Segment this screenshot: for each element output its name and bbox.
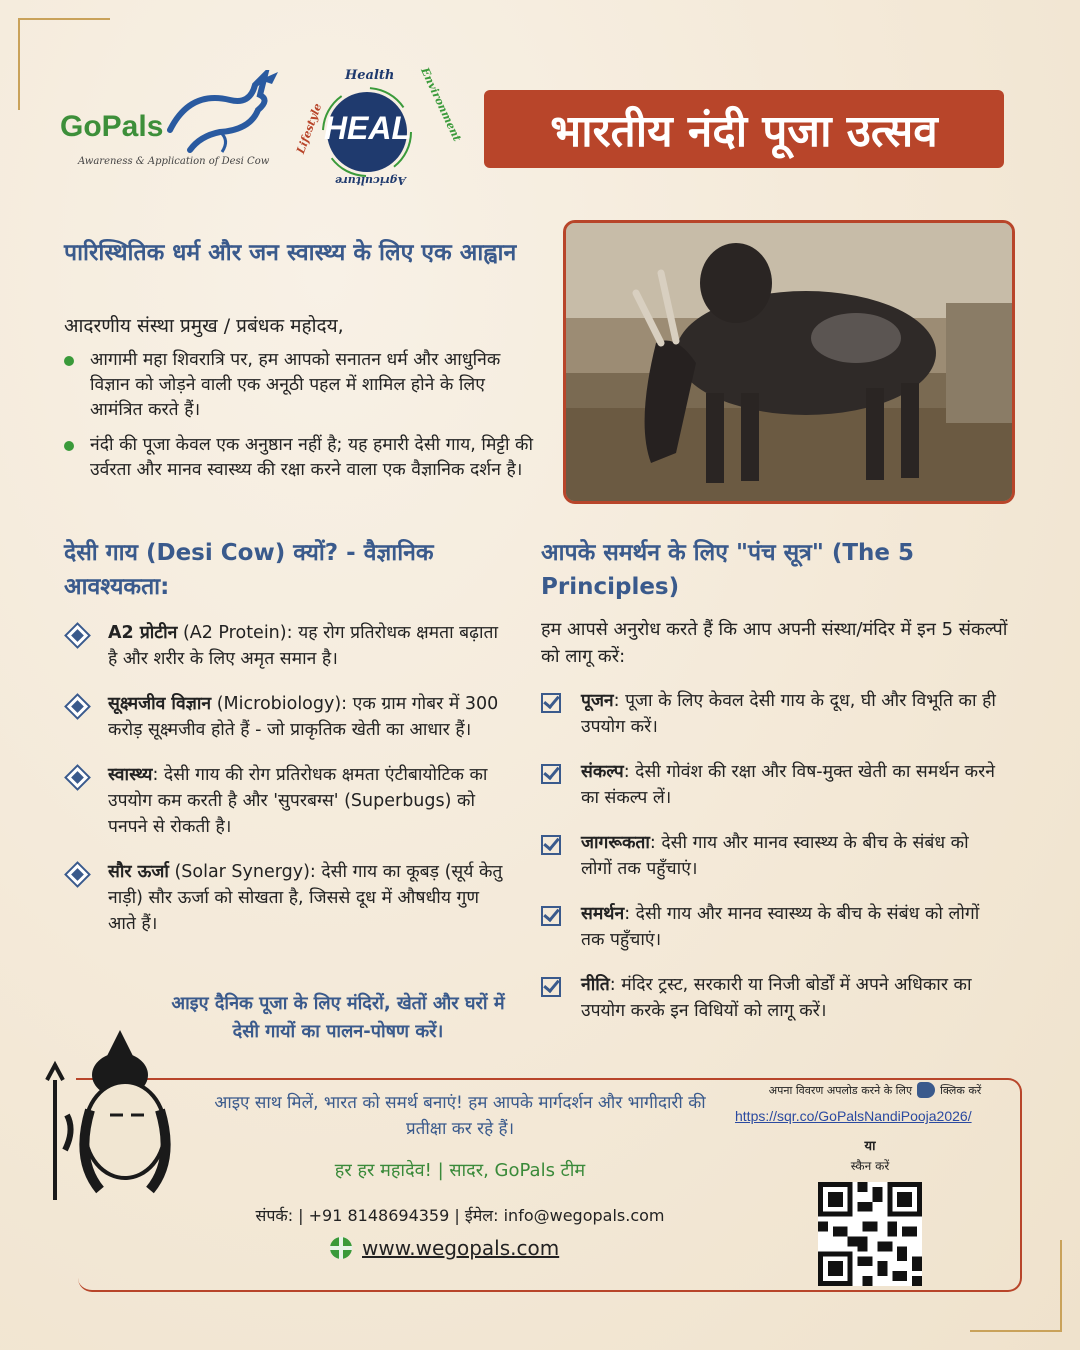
list-item: A2 प्रोटीन (A2 Protein): यह रोग प्रतिरोधक क्षमता बढ़ाता है और शरीर के लिए अमृत समान है। <box>64 620 504 672</box>
salutation: आदरणीय संस्था प्रमुख / प्रबंधक महोदय, <box>64 315 344 337</box>
bull-photo <box>563 220 1015 504</box>
gopals-brand-text: GoPals <box>60 110 164 143</box>
list-item: पूजन: पूजा के लिए केवल देसी गाय के दूध, घी और विभूति का ही उपयोग करें। <box>541 688 1001 740</box>
heal-ring-lifestyle: Lifestyle <box>294 101 325 156</box>
list-item: संकल्प: देसी गोवंश की रक्षा और विष-मुक्त खेती का समर्थन करने का संकल्प लें। <box>541 759 1001 811</box>
list-item: नंदी की पूजा केवल एक अनुष्ठान नहीं है; यह हमारी देसी गाय, मिट्टी की उर्वरता और मानव स्वास्थ्य की रक्षा करने वाला एक वैज्ञानिक दर्शन है। <box>64 433 534 483</box>
qr-code-icon[interactable] <box>818 1182 922 1286</box>
heal-ring-health: Health <box>345 68 395 83</box>
upload-note: अपना विवरण अपलोड करने के लिए क्लिक करें <box>768 1083 982 1097</box>
title-banner <box>484 90 1004 168</box>
scan-text: स्कैन करें <box>850 1159 890 1173</box>
heal-ring-agriculture: Agriculture <box>335 174 406 187</box>
cow-head-icon <box>160 70 280 160</box>
checkbox-icon <box>541 906 561 926</box>
list-item: जागरूकता: देसी गाय और मानव स्वास्थ्य के बीच के संबंध को लोगों तक पहुँचाएं। <box>541 830 1001 882</box>
gopals-tagline: Awareness & Application of Desi Cow <box>78 156 270 167</box>
list-item: सूक्ष्मजीव विज्ञान (Microbiology): एक ग्राम गोबर में 300 करोड़ सूक्ष्मजीव होते हैं - जो प्राकृतिक खेती का आधार हैं। <box>64 691 504 743</box>
checkbox-icon <box>541 693 561 713</box>
gopals-logo <box>60 70 280 180</box>
bullet-dot-icon <box>64 441 74 451</box>
diamond-bullet-icon <box>64 764 91 791</box>
heal-ring-environment: Environment <box>418 65 464 144</box>
upload-link[interactable]: https://sqr.co/GoPalsNandiPooja2026/ <box>735 1108 972 1124</box>
page-title: भारतीय नंदी पूजा उत्सव <box>550 106 938 157</box>
principles-heading: आपके समर्थन के लिए "पंच सूत्र" (The 5 Principles) <box>541 540 915 600</box>
heal-logo <box>294 65 464 195</box>
list-item: समर्थन: देसी गाय और मानव स्वास्थ्य के बीच के संबंध को लोगों तक पहुँचाएं। <box>541 901 1001 953</box>
checkbox-icon <box>541 835 561 855</box>
why-desi-cow-list <box>64 620 504 956</box>
bullet-dot-icon <box>64 356 74 366</box>
list-item: स्वास्थ्य: देसी गाय की रोग प्रतिरोधक क्षमता एंटीबायोटिक का उपयोग कम करती है और 'सुपरबग्स' (Superbugs) को पनपने से रोकती है। <box>64 762 504 840</box>
principles-intro: हम आपसे अनुरोध करते हैं कि आप अपनी संस्था/मंदिर में इन 5 संकल्पों को लागू करें: <box>541 619 1008 667</box>
heal-center-text: HEAL <box>323 110 412 146</box>
principles-list <box>541 688 1001 1043</box>
or-text: या <box>864 1139 876 1154</box>
website-link[interactable] <box>330 1236 559 1260</box>
call-to-action-text: आइए दैनिक पूजा के लिए मंदिरों, खेतों और घरों में देसी गायों का पालन-पोषण करें। <box>171 993 505 1042</box>
intro-heading: पारिस्थितिक धर्म और जन स्वास्थ्य के लिए एक आह्वान <box>64 240 517 266</box>
bull-image <box>566 223 1012 501</box>
why-desi-cow-heading: देसी गाय (Desi Cow) क्यों? - वैज्ञानिक आवश्यकता: <box>64 540 434 600</box>
globe-icon <box>330 1237 352 1259</box>
website-url[interactable]: www.wegopals.com <box>362 1236 560 1260</box>
shiva-illustration-icon <box>45 1020 195 1210</box>
diamond-bullet-icon <box>64 622 91 649</box>
checkbox-icon <box>541 764 561 784</box>
footer-contact: संपर्क: | +91 8148694359 | ईमेल: info@wegopals.com <box>255 1206 665 1225</box>
list-item: सौर ऊर्जा (Solar Synergy): देसी गाय का कूबड़ (सूर्य केतु नाड़ी) सौर ऊर्जा को सोखता है, जिससे दूध में औषधीय गुण आते हैं। <box>64 859 504 937</box>
footer-signoff: हर हर महादेव! | सादर, GoPals टीम <box>334 1160 586 1181</box>
diamond-bullet-icon <box>64 861 91 888</box>
list-item: आगामी महा शिवरात्रि पर, हम आपको सनातन धर्म और आधुनिक विज्ञान को जोड़ने वाली एक अनूठी पहल में शामिल होने के लिए आमंत्रित करते हैं। <box>64 348 534 423</box>
intro-bullet-list <box>64 348 534 493</box>
list-item: नीति: मंदिर ट्रस्ट, सरकारी या निजी बोर्डों में अपने अधिकार का उपयोग करके इन विधियों को लागू करें। <box>541 972 1001 1024</box>
pointing-hand-icon <box>917 1082 935 1098</box>
checkbox-icon <box>541 977 561 997</box>
footer-message: आइए साथ मिलें, भारत को समर्थ बनाएं! हम आपके मार्गदर्शन और भागीदारी की प्रतीक्षा कर रहे हैं। <box>214 1093 706 1139</box>
diamond-bullet-icon <box>64 693 91 720</box>
